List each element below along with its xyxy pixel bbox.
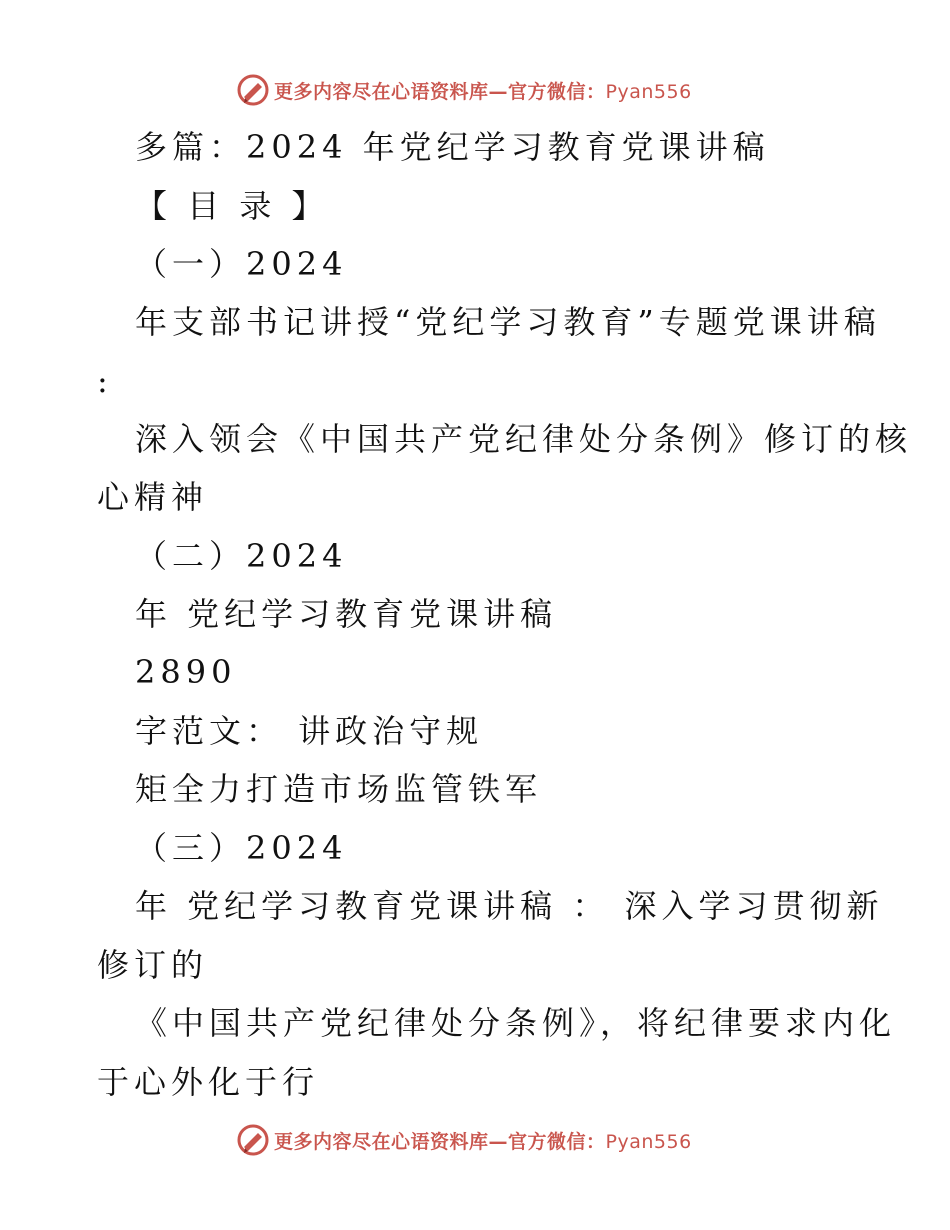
header-watermark xyxy=(0,70,950,110)
toc-line: 字范文： 讲政治守规 xyxy=(135,712,484,750)
footer-watermark xyxy=(0,1120,950,1160)
toc-line: 《中国共产党纪律处分条例》，将纪律要求内化 xyxy=(135,1004,897,1042)
toc-line: 年 党纪学习教育党课讲稿 ： 深入学习贯彻新 xyxy=(135,887,884,925)
toc-line: （一）2024 xyxy=(135,245,348,283)
watermark-text: 更多内容尽在心语资料库—官方微信： xyxy=(274,80,606,103)
toc-line: 2890 xyxy=(135,653,237,691)
pen-logo-icon xyxy=(236,1123,270,1157)
toc-line: 年 党纪学习教育党课讲稿 xyxy=(135,595,558,633)
toc-line: 修订的 xyxy=(97,946,209,984)
toc-line: （二）2024 xyxy=(135,537,348,575)
watermark-wechat: Pyan556 xyxy=(605,80,692,103)
toc-line: 深入领会《中国共产党纪律处分条例》修订的核 xyxy=(135,420,913,458)
toc-line: 矩全力打造市场监管铁军 xyxy=(135,770,543,808)
toc-line: 于心外化于行 xyxy=(97,1063,320,1101)
watermark-text: 更多内容尽在心语资料库—官方微信： xyxy=(274,1130,606,1153)
toc-line: 年支部书记讲授“党纪学习教育”专题党课讲稿 xyxy=(135,303,881,341)
pen-logo-icon xyxy=(236,73,270,107)
document-title: 多篇：2024 年党纪学习教育党课讲稿 xyxy=(135,128,770,166)
watermark-wechat: Pyan556 xyxy=(605,1130,692,1153)
toc-line: （三）2024 xyxy=(135,829,348,867)
toc-line: 心精神 xyxy=(97,478,209,516)
toc-line: : xyxy=(97,362,113,400)
toc-heading: 【 目 录 】 xyxy=(135,187,329,225)
